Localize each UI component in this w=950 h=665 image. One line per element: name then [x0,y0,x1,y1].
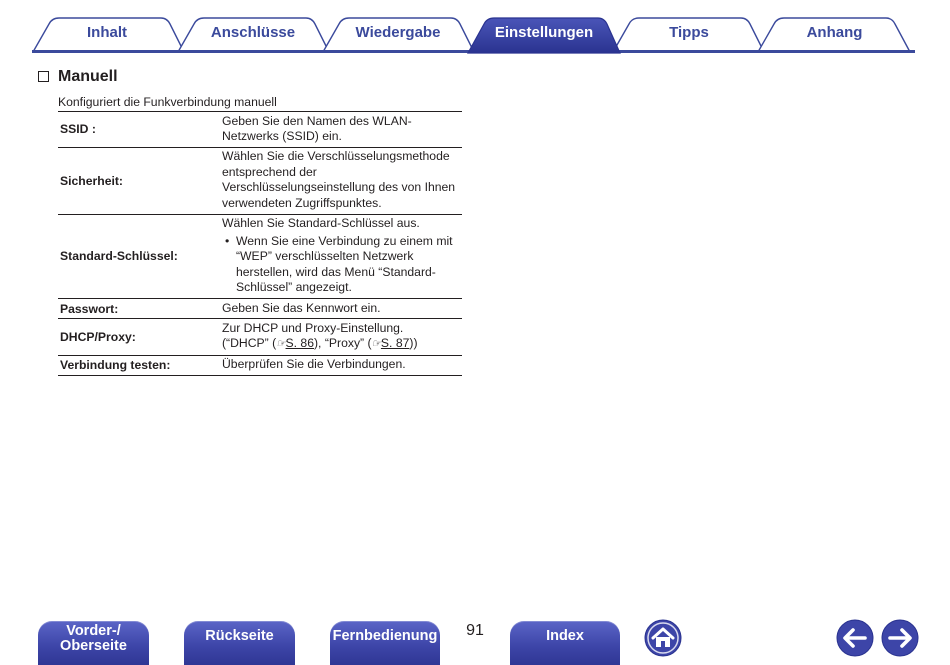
list-item: • Wenn Sie eine Verbindung zu einem mit “WEP” verschlüsselten Netzwerk herstellen, wird das Menü “Standard-Schlüssel” angezeigt. [222,234,462,296]
tab-bar [0,0,950,56]
desc-default-key-text: Wählen Sie Standard-Schlüssel aus. [222,216,420,231]
link-proxy-page[interactable]: S. 87 [380,336,410,351]
term-password: Passwort: [60,301,119,316]
term-ssid: SSID : [60,122,96,137]
remote-button[interactable] [330,621,440,665]
ref-text: )) [409,336,418,351]
table-row-dhcp [58,318,462,355]
reference-hand-icon: ☞ [276,338,286,351]
previous-page-button[interactable] [836,619,874,657]
table-row-default-key [58,214,462,298]
desc-default-key [222,215,462,298]
table-row-ssid [58,111,462,147]
table-row-password [58,298,462,318]
index-label: Index [546,628,584,644]
ref-text: ), “Proxy” ( [314,336,372,351]
next-page-button[interactable] [881,619,919,657]
desc-security: Wählen Sie die Verschlüsselungsmethode entsprechend der Verschlüsselungseinstellung des von Ihnen verwendeten Zugriffspunktes. [222,149,456,210]
desc-dhcp-text: Zur DHCP und Proxy-Einstellung. [222,320,404,335]
home-button[interactable] [644,619,682,657]
square-bullet-icon [38,71,49,82]
page-number: 91 [466,622,484,639]
ref-text: (“DHCP” ( [222,336,277,351]
index-button[interactable] [510,621,620,665]
desc-dhcp [222,319,462,355]
section-title-text: Manuell [58,68,118,85]
tab-anhang[interactable]: Anhang [806,24,863,41]
section-title [38,67,118,87]
tab-anschluesse[interactable]: Anschlüsse [210,24,296,41]
tab-wiedergabe[interactable]: Wiedergabe [355,24,441,41]
tab-einstellungen[interactable]: Einstellungen [494,24,594,41]
desc-test: Überprüfen Sie die Verbindungen. [222,357,406,372]
tab-tipps[interactable]: Tipps [669,24,709,41]
term-default-key: Standard-Schlüssel: [60,249,178,264]
tab-inhalt[interactable]: Inhalt [87,24,127,41]
link-dhcp-page[interactable]: S. 86 [285,336,314,351]
desc-password: Geben Sie das Kennwort ein. [222,300,381,315]
bullet-list [222,234,462,296]
remote-label: Fernbedienung [332,628,438,644]
front-top-label-2: Oberseite [60,638,127,654]
rear-button[interactable] [184,621,295,665]
term-security: Sicherheit: [60,173,123,188]
front-top-label-1: Vorder-/ [66,623,121,639]
front-top-button[interactable] [38,621,149,665]
section-intro: Konfiguriert die Funkverbindung manuell [58,95,277,109]
term-dhcp: DHCP/Proxy: [60,329,136,344]
table-row-security [58,147,462,214]
rear-label: Rückseite [205,628,274,644]
settings-table [58,111,462,376]
reference-hand-icon: ☞ [371,338,381,351]
term-test: Verbindung testen: [60,358,171,373]
desc-ssid: Geben Sie den Namen des WLAN-Netzwerks (SSID) ein. [222,113,412,144]
dhcp-references [222,336,462,353]
table-row-test [58,355,462,376]
